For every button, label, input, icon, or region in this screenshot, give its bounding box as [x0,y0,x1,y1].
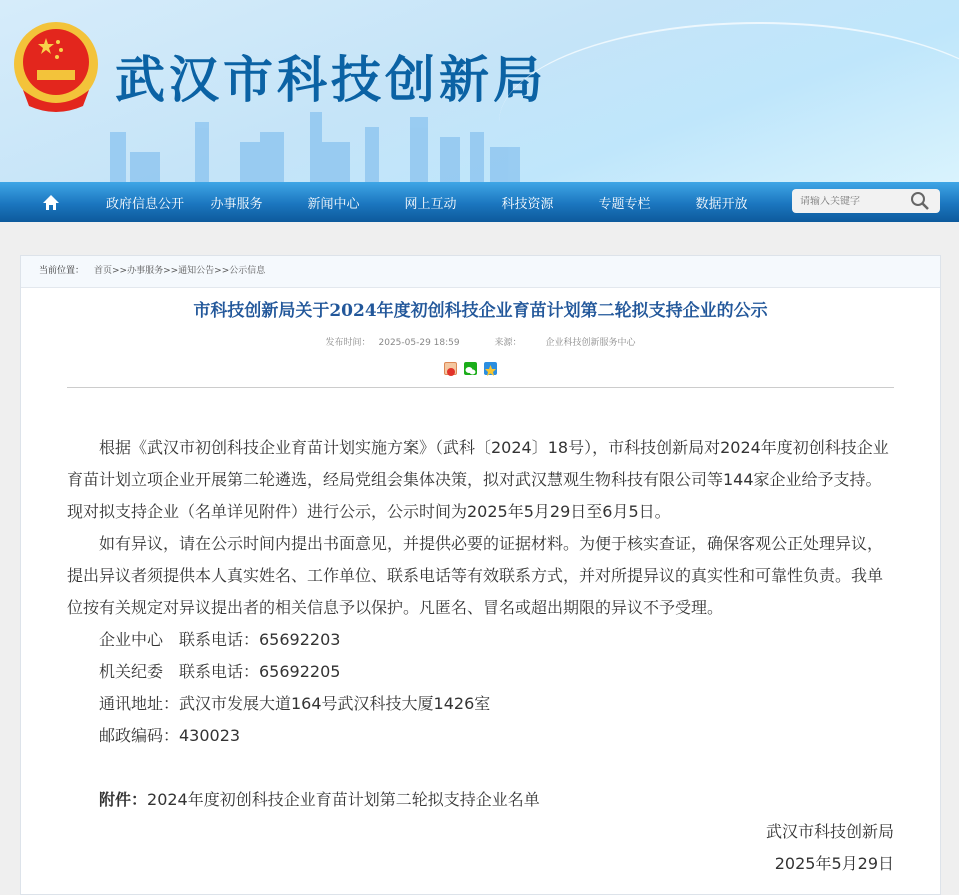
attachment-link[interactable]: 2024年度初创科技企业育苗计划第二轮拟支持企业名单 [147,790,540,809]
search-box [792,189,940,213]
contact-line: 企业中心 联系电话：65692203 [99,630,341,649]
article-meta [21,335,940,348]
paragraph: 如有异议，请在公示时间内提出书面意见，并提供必要的证据材料。为便于核实查证，确保客观公正处理异议，提出异议者须提供本人真实姓名、工作单位、联系电话等有效联系方式，并对所提异议的真实性和可靠性负责。我单位按有关规定对异议提出者的相关信息予以保护。凡匿名、冒名或超出期限的异议不予受理。 [67,534,884,617]
nav-gov-info[interactable]: 政府信息公开 [105,196,184,212]
breadcrumb [21,256,940,288]
contact-line: 通讯地址：武汉市发展大道164号武汉科技大厦1426室 [99,694,491,713]
nav-home[interactable] [0,194,102,211]
search-input[interactable] [792,196,910,207]
nav-interaction[interactable]: 网上互动 [404,196,457,212]
nav-services[interactable]: 办事服务 [210,196,263,212]
share-bar [1,362,940,375]
content-panel [20,255,941,895]
divider [67,387,894,388]
attachment [67,784,894,816]
search-icon[interactable] [910,191,930,211]
nav-open-data[interactable]: 数据开放 [695,196,748,212]
signature: 武汉市科技创新局 [765,822,894,841]
main-nav [0,182,959,222]
signature-date: 2025年5月29日 [774,854,894,873]
paragraph: 根据《武汉市初创科技企业育苗计划实施方案》（武科〔2024〕18号），市科技创新局对2024年度初创科技企业育苗计划立项企业开展第二轮遴选，经局党组会集体决策，拟对武汉慧观生物科技有限公司等144家企业给予支持。现对拟支持企业（名单详见附件）进行公示，公示时间为2025年5月29日至6月5日。 [67,438,889,521]
contact-line: 邮政编码：430023 [99,726,241,745]
nav-news[interactable]: 新闻中心 [307,196,360,212]
article-body [67,432,894,880]
breadcrumb-path[interactable]: 首页>>办事服务>>通知公告>>公示信息 [94,266,266,276]
nav-topics[interactable]: 专题专栏 [598,196,651,212]
weibo-icon[interactable] [444,362,457,375]
site-title: 武汉市科技创新局 [115,50,547,109]
attachment-label: 附件： [99,790,148,809]
article-title: 市科技创新局关于2024年度初创科技企业育苗计划第二轮拟支持企业的公示 [193,301,768,321]
contact-line: 机关纪委 联系电话：65692205 [99,662,341,681]
publish-label: 发布时间： [325,338,371,348]
decorative-wave [499,22,959,182]
wechat-icon[interactable] [464,362,477,375]
spacer [67,752,894,784]
nav-resources[interactable]: 科技资源 [501,196,554,212]
source-label: 来源： [494,338,522,348]
national-emblem-icon [13,20,99,114]
city-skyline-graphic [110,102,540,182]
qzone-icon[interactable] [484,362,497,375]
publish-time: 2025-05-29 18:59 [378,338,460,348]
source-value: 企业科技创新服务中心 [545,338,636,348]
site-header [0,0,959,182]
breadcrumb-label: 当前位置： [39,266,85,276]
home-icon [42,194,60,211]
